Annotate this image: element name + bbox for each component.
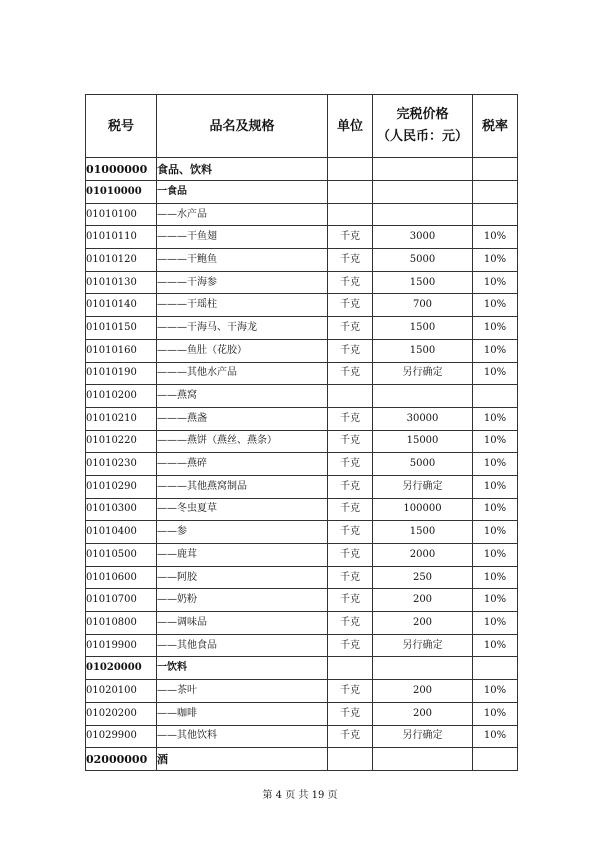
table-row (86, 226, 518, 249)
cell-name: ——阿胶 (157, 566, 328, 589)
header-name: 品名及规格 (157, 95, 328, 158)
cell-name: ———燕盏 (157, 407, 328, 430)
cell-price: 另行确定 (373, 634, 473, 657)
cell-price: 另行确定 (373, 362, 473, 385)
cell-rate (473, 158, 518, 181)
cell-price: 2000 (373, 544, 473, 567)
cell-rate: 10% (473, 475, 518, 498)
cell-rate: 10% (473, 521, 518, 544)
cell-price: 200 (373, 680, 473, 703)
cell-code: 01010300 (86, 498, 157, 521)
cell-name: 酒 (157, 748, 328, 771)
cell-price: 另行确定 (373, 475, 473, 498)
cell-name: ——鹿茸 (157, 544, 328, 567)
table-row (86, 453, 518, 476)
cell-price: 15000 (373, 430, 473, 453)
cell-rate: 10% (473, 544, 518, 567)
cell-name: ——茶叶 (157, 680, 328, 703)
cell-name: 一食品 (157, 181, 328, 204)
cell-price: 1500 (373, 339, 473, 362)
table-row (86, 498, 518, 521)
cell-code: 01010290 (86, 475, 157, 498)
cell-unit: 千克 (328, 544, 373, 567)
cell-name: ———干鲍鱼 (157, 249, 328, 272)
cell-price: 3000 (373, 226, 473, 249)
table-row (86, 317, 518, 340)
cell-unit (328, 158, 373, 181)
cell-price: 1500 (373, 317, 473, 340)
header-price-line2: （人民币：元） (376, 129, 468, 144)
cell-rate (473, 181, 518, 204)
cell-code: 01020100 (86, 680, 157, 703)
header-price (373, 95, 473, 158)
cell-name: ——参 (157, 521, 328, 544)
cell-unit: 千克 (328, 430, 373, 453)
cell-unit: 千克 (328, 612, 373, 635)
cell-rate: 10% (473, 589, 518, 612)
table-row (86, 544, 518, 567)
cell-name: ———鱼肚（花胶） (157, 339, 328, 362)
cell-code: 01010140 (86, 294, 157, 317)
cell-rate: 10% (473, 294, 518, 317)
table-row (86, 362, 518, 385)
table-row (86, 612, 518, 635)
cell-price: 100000 (373, 498, 473, 521)
cell-name: ———燕碎 (157, 453, 328, 476)
cell-rate (473, 748, 518, 771)
table-row (86, 430, 518, 453)
cell-name: ——水产品 (157, 203, 328, 226)
cell-unit: 千克 (328, 566, 373, 589)
cell-unit: 千克 (328, 725, 373, 748)
cell-rate: 10% (473, 317, 518, 340)
table-header-row (86, 95, 518, 158)
cell-code: 01010600 (86, 566, 157, 589)
cell-price: 250 (373, 566, 473, 589)
cell-code: 01010110 (86, 226, 157, 249)
table-row (86, 680, 518, 703)
cell-rate: 10% (473, 226, 518, 249)
cell-code: 01010220 (86, 430, 157, 453)
cell-price: 30000 (373, 407, 473, 430)
cell-rate (473, 385, 518, 408)
cell-code: 01019900 (86, 634, 157, 657)
cell-rate: 10% (473, 702, 518, 725)
cell-unit (328, 748, 373, 771)
cell-rate: 10% (473, 566, 518, 589)
cell-rate: 10% (473, 271, 518, 294)
cell-name: ——调味品 (157, 612, 328, 635)
cell-price: 200 (373, 589, 473, 612)
cell-name: ———其他水产品 (157, 362, 328, 385)
cell-unit: 千克 (328, 680, 373, 703)
cell-unit: 千克 (328, 294, 373, 317)
cell-unit: 千克 (328, 271, 373, 294)
cell-price: 另行确定 (373, 725, 473, 748)
cell-unit: 千克 (328, 589, 373, 612)
cell-name: ———燕饼（燕丝、燕条） (157, 430, 328, 453)
cell-unit: 千克 (328, 339, 373, 362)
table-row (86, 725, 518, 748)
table-row (86, 407, 518, 430)
cell-rate: 10% (473, 498, 518, 521)
cell-code: 01020200 (86, 702, 157, 725)
cell-rate (473, 203, 518, 226)
cell-price (373, 158, 473, 181)
tariff-table (85, 94, 518, 771)
cell-price (373, 385, 473, 408)
cell-name: 食品、饮料 (157, 158, 328, 181)
cell-unit: 千克 (328, 362, 373, 385)
table-row (86, 634, 518, 657)
cell-code: 01010200 (86, 385, 157, 408)
cell-code: 01010120 (86, 249, 157, 272)
cell-code: 02000000 (86, 748, 157, 771)
cell-code: 01010210 (86, 407, 157, 430)
cell-price: 200 (373, 612, 473, 635)
cell-unit (328, 657, 373, 680)
table-row (86, 521, 518, 544)
table-row (86, 249, 518, 272)
cell-rate: 10% (473, 407, 518, 430)
cell-name: ——燕窝 (157, 385, 328, 408)
cell-code: 01010800 (86, 612, 157, 635)
cell-price: 1500 (373, 271, 473, 294)
cell-code: 01010150 (86, 317, 157, 340)
cell-unit: 千克 (328, 407, 373, 430)
cell-unit: 千克 (328, 249, 373, 272)
cell-name: ———干海参 (157, 271, 328, 294)
table-row (86, 702, 518, 725)
page-footer: 第 4 页 共 19 页 (262, 790, 338, 801)
table-row (86, 271, 518, 294)
header-price-line1: 完税价格 (396, 107, 449, 122)
cell-price: 5000 (373, 249, 473, 272)
table-row (86, 294, 518, 317)
cell-rate: 10% (473, 453, 518, 476)
cell-code: 01010160 (86, 339, 157, 362)
table-row (86, 748, 518, 771)
cell-code: 01000000 (86, 158, 157, 181)
cell-rate: 10% (473, 430, 518, 453)
cell-unit: 千克 (328, 453, 373, 476)
cell-price (373, 203, 473, 226)
cell-name: ———其他燕窝制品 (157, 475, 328, 498)
cell-code: 01010190 (86, 362, 157, 385)
cell-rate (473, 657, 518, 680)
cell-code: 01010100 (86, 203, 157, 226)
cell-code: 01010230 (86, 453, 157, 476)
cell-price: 5000 (373, 453, 473, 476)
cell-rate: 10% (473, 249, 518, 272)
cell-name: 一饮料 (157, 657, 328, 680)
table-row (86, 657, 518, 680)
cell-rate: 10% (473, 339, 518, 362)
cell-code: 01010000 (86, 181, 157, 204)
table-row (86, 589, 518, 612)
cell-rate: 10% (473, 634, 518, 657)
table-row (86, 181, 518, 204)
cell-price (373, 657, 473, 680)
cell-price: 200 (373, 702, 473, 725)
cell-unit (328, 203, 373, 226)
cell-rate: 10% (473, 725, 518, 748)
table-row (86, 385, 518, 408)
table-body (86, 158, 518, 771)
cell-rate: 10% (473, 612, 518, 635)
cell-price (373, 748, 473, 771)
header-rate: 税率 (473, 95, 518, 158)
cell-price: 700 (373, 294, 473, 317)
cell-code: 01010500 (86, 544, 157, 567)
cell-price (373, 181, 473, 204)
cell-code: 01010700 (86, 589, 157, 612)
cell-unit: 千克 (328, 521, 373, 544)
cell-name: ——奶粉 (157, 589, 328, 612)
cell-unit: 千克 (328, 634, 373, 657)
cell-name: ——其他饮料 (157, 725, 328, 748)
cell-code: 01029900 (86, 725, 157, 748)
cell-unit (328, 181, 373, 204)
cell-name: ———干瑶柱 (157, 294, 328, 317)
table-row (86, 203, 518, 226)
cell-name: ———干海马、干海龙 (157, 317, 328, 340)
cell-price: 1500 (373, 521, 473, 544)
table-row (86, 339, 518, 362)
cell-code: 01010130 (86, 271, 157, 294)
cell-name: ——其他食品 (157, 634, 328, 657)
cell-name: ——咖啡 (157, 702, 328, 725)
cell-code: 01020000 (86, 657, 157, 680)
cell-unit: 千克 (328, 702, 373, 725)
header-unit: 单位 (328, 95, 373, 158)
table-row (86, 475, 518, 498)
cell-code: 01010400 (86, 521, 157, 544)
cell-unit: 千克 (328, 498, 373, 521)
table-row (86, 566, 518, 589)
cell-rate: 10% (473, 680, 518, 703)
cell-unit (328, 385, 373, 408)
cell-unit: 千克 (328, 226, 373, 249)
cell-name: ———干鱼翅 (157, 226, 328, 249)
cell-unit: 千克 (328, 475, 373, 498)
cell-name: ——冬虫夏草 (157, 498, 328, 521)
cell-rate: 10% (473, 362, 518, 385)
header-code: 税号 (86, 95, 157, 158)
table-row (86, 158, 518, 181)
cell-unit: 千克 (328, 317, 373, 340)
